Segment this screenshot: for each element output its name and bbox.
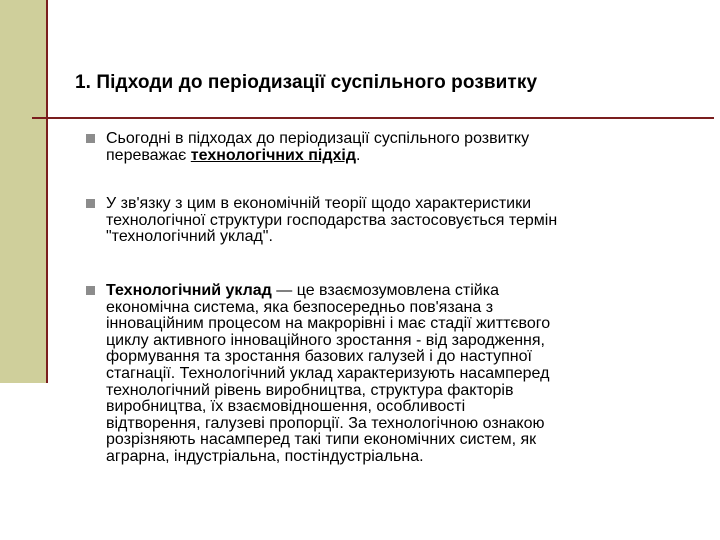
emphasis-term: технологічних підхід	[190, 146, 356, 164]
square-bullet-icon	[86, 134, 95, 143]
square-bullet-icon	[86, 199, 95, 208]
bullet-line: циклу активного інноваційного зростання - від зародження,	[106, 331, 545, 349]
defined-term: Технологічний уклад	[106, 282, 272, 299]
bullet-line: розрізняють насамперед такі типи економічних систем, як	[106, 431, 537, 449]
definition-start: — це взаємозумовлена стійка	[271, 282, 499, 299]
bullet-line: У зв'язку з цим в економічній теорії щодо характеристики	[106, 195, 532, 212]
title-divider	[32, 117, 714, 119]
bullet-line-suffix: .	[356, 146, 361, 164]
bullet-text-3	[106, 283, 666, 466]
bullet-line: виробництва, їх взаємовідношення, особливості	[106, 398, 466, 416]
bullet-line: аграрна, індустріальна, постіндустріальна.	[106, 447, 424, 465]
bullet-line: стагнації. Технологічний уклад характеризують насамперед	[106, 364, 550, 382]
bullet-line: Сьогодні в підходах до періодизації суспільного розвитку	[106, 130, 530, 147]
bullet-line: інноваційним процесом на макрорівні і має стадії життєвого	[106, 315, 551, 333]
bullet-line: технологічної структури господарства застосовується термін	[106, 211, 558, 229]
bullet-line: відтворення, галузеві пропорції. За технологічною ознакою	[106, 414, 545, 432]
bullet-line-prefix: переважає	[106, 146, 191, 164]
side-accent-bar	[0, 0, 46, 383]
bullet-line: економічна система, яка безпосередньо пов'язана з	[106, 298, 494, 316]
bullet-line	[106, 283, 666, 300]
square-bullet-icon	[86, 286, 95, 295]
side-accent-edge	[46, 0, 48, 383]
bullet-line	[106, 148, 666, 165]
bullet-text-1	[106, 131, 666, 164]
bullet-line: "технологічний уклад".	[106, 228, 273, 246]
bullet-text-2	[106, 196, 666, 246]
bullet-line: технологічний рівень виробництва, структура факторів	[106, 381, 514, 399]
bullet-line: формування та зростання базових галузей і до наступної	[106, 348, 532, 366]
slide-title: 1. Підходи до періодизації суспільного розвитку	[75, 72, 538, 93]
